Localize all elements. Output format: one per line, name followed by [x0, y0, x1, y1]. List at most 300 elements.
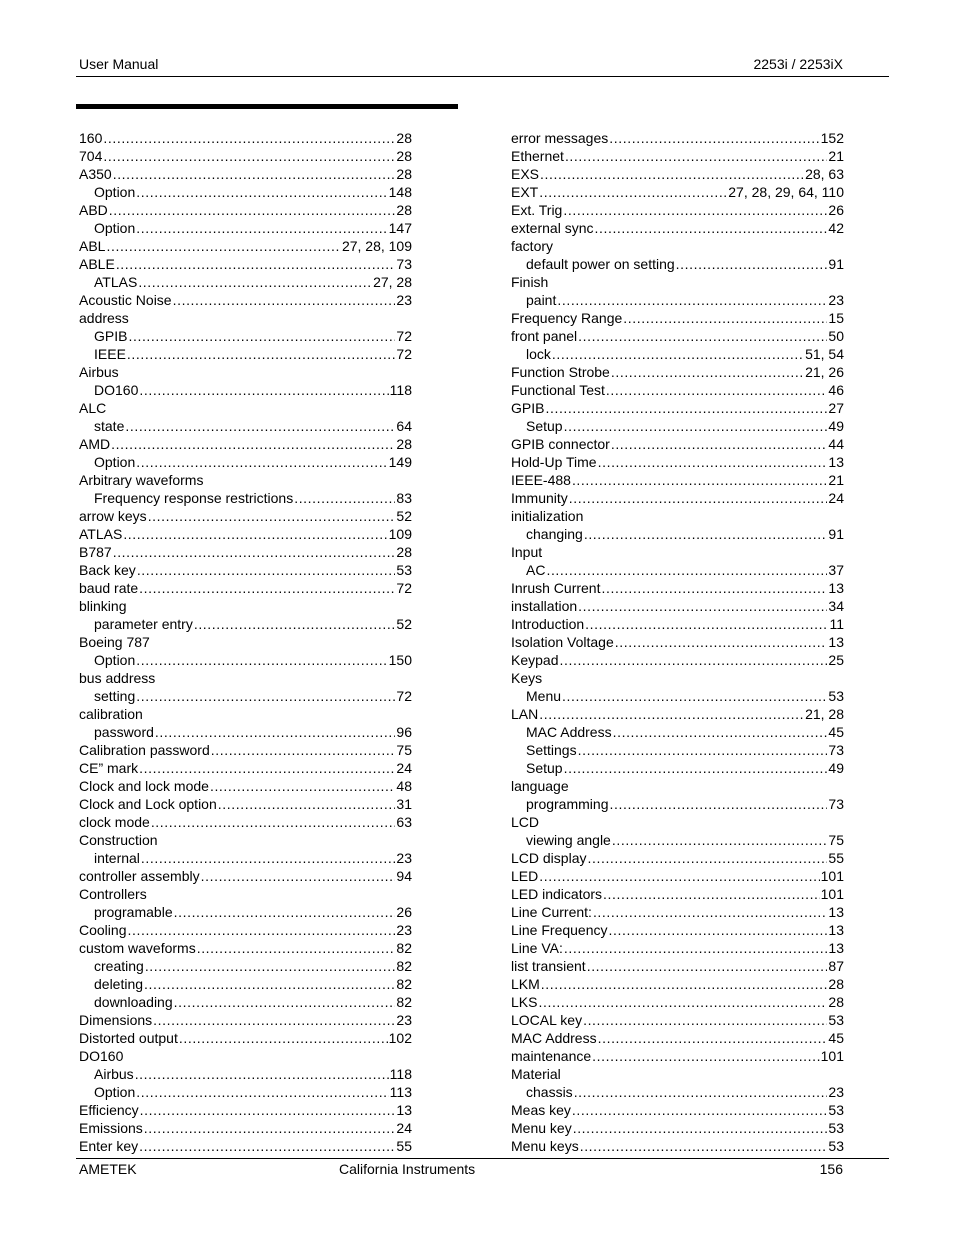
index-term: Option: [94, 1084, 136, 1100]
index-entry: [79, 921, 412, 939]
index-term: DO160: [94, 382, 139, 398]
index-subentry: [511, 345, 844, 363]
index-term: LOCAL key: [511, 1012, 583, 1028]
index-page-ref: 53: [828, 1012, 844, 1028]
dot-leader: [559, 651, 827, 669]
index-term: Construction: [79, 832, 158, 848]
index-term: downloading: [94, 994, 173, 1010]
index-term: Boeing 787: [79, 634, 150, 650]
index-term: programming: [526, 796, 609, 812]
dot-leader: [598, 453, 828, 471]
index-term: Functional Test: [511, 382, 605, 398]
dot-leader: [564, 939, 828, 957]
index-entry: [511, 615, 844, 633]
dot-leader: [585, 615, 828, 633]
dot-leader: [539, 867, 819, 885]
index-term: Calibration password: [79, 742, 210, 758]
index-entry: [79, 741, 412, 759]
index-term: EXS: [511, 166, 540, 182]
dot-leader: [137, 561, 396, 579]
dot-leader: [125, 417, 395, 435]
index-page-ref: 31: [396, 796, 412, 812]
index-term: Enter key: [79, 1138, 139, 1154]
index-term: custom waveforms: [79, 940, 196, 956]
index-subentry: [511, 759, 844, 777]
dot-leader: [136, 687, 395, 705]
dot-leader: [106, 237, 340, 255]
index-page-ref: 48: [396, 778, 412, 794]
index-entry: [511, 903, 844, 921]
index-term: ABL: [79, 238, 106, 254]
dot-leader: [592, 1047, 819, 1065]
index-entry: [511, 471, 844, 489]
index-term: calibration: [79, 706, 143, 722]
index-term: GPIB: [94, 328, 128, 344]
index-term: Isolation Voltage: [511, 634, 614, 650]
dot-leader: [127, 921, 395, 939]
index-page-ref: 63: [396, 814, 412, 830]
index-page-ref: 73: [828, 796, 844, 812]
index-term: Function Strobe: [511, 364, 610, 380]
index-subentry: [511, 525, 844, 543]
dot-leader: [545, 399, 827, 417]
index-entry: [511, 993, 844, 1011]
index-entry: [511, 453, 844, 471]
dot-leader: [612, 831, 828, 849]
index-term: password: [94, 724, 154, 740]
dot-leader: [139, 579, 395, 597]
index-term: EXT: [511, 184, 539, 200]
index-page-ref: 25: [828, 652, 844, 668]
index-term: CE” mark: [79, 760, 139, 776]
index-subentry: [511, 291, 844, 309]
index-subentry: [511, 687, 844, 705]
index-page-ref: 150: [388, 652, 412, 668]
index-entry: [511, 1137, 844, 1155]
index-page-ref: 44: [828, 436, 844, 452]
index-subentry: [79, 453, 412, 471]
index-term: ATLAS: [79, 526, 123, 542]
index-subentry: [79, 651, 412, 669]
index-term: factory: [511, 238, 554, 254]
index-subentry: [511, 417, 844, 435]
index-page-ref: 149: [388, 454, 412, 470]
index-page-ref: 28: [396, 166, 412, 182]
index-page-ref: 13: [828, 454, 844, 470]
index-page-ref: 15: [828, 310, 844, 326]
index-entry: [79, 885, 412, 903]
dot-leader: [572, 1101, 828, 1119]
index-page-ref: 23: [828, 292, 844, 308]
index-page-ref: 24: [396, 1120, 412, 1136]
index-page-ref: 13: [828, 940, 844, 956]
index-page-ref: 82: [396, 976, 412, 992]
index-page-ref: 27: [828, 400, 844, 416]
index-entry: [79, 165, 412, 183]
dot-leader: [116, 255, 396, 273]
dot-leader: [609, 129, 819, 147]
index-page-ref: 13: [396, 1102, 412, 1118]
index-page-ref: 21, 28: [805, 706, 844, 722]
index-page-ref: 28: [396, 130, 412, 146]
index-subentry: [511, 561, 844, 579]
index-term: Acoustic Noise: [79, 292, 172, 308]
index-entry: [79, 471, 412, 489]
dot-leader: [613, 723, 828, 741]
index-subentry: [79, 993, 412, 1011]
index-entry: [79, 867, 412, 885]
index-entry: [79, 705, 412, 723]
index-page-ref: 50: [828, 328, 844, 344]
index-page-ref: 147: [388, 220, 412, 236]
index-page-ref: 28: [828, 976, 844, 992]
dot-leader: [601, 579, 827, 597]
dot-leader: [609, 921, 828, 939]
index-entry: [511, 1029, 844, 1047]
index-page-ref: 28: [396, 202, 412, 218]
index-page-ref: 23: [396, 922, 412, 938]
dot-leader: [564, 417, 828, 435]
index-term: Frequency response restrictions: [94, 490, 294, 506]
index-entry: [511, 381, 844, 399]
index-page-ref: 23: [828, 1084, 844, 1100]
index-page-ref: 152: [820, 130, 844, 146]
index-term: default power on setting: [526, 256, 675, 272]
index-page-ref: 37: [828, 562, 844, 578]
dot-leader: [562, 687, 827, 705]
index-term: list transient: [511, 958, 586, 974]
index-page-ref: 49: [828, 418, 844, 434]
index-term: A350: [79, 166, 112, 182]
index-term: Controllers: [79, 886, 147, 902]
dot-leader: [136, 219, 387, 237]
index-page-ref: 26: [828, 202, 844, 218]
index-page-ref: 21: [828, 472, 844, 488]
index-subentry: [511, 795, 844, 813]
dot-leader: [565, 147, 827, 165]
index-entry: [79, 1119, 412, 1137]
index-term: error messages: [511, 130, 609, 146]
dot-leader: [593, 903, 827, 921]
dot-leader: [578, 327, 827, 345]
index-entry: [79, 633, 412, 651]
index-entry: [511, 957, 844, 975]
index-entry: [79, 543, 412, 561]
header-divider: [76, 76, 889, 77]
index-term: Meas key: [511, 1102, 571, 1118]
index-page-ref: 45: [828, 1030, 844, 1046]
index-entry: [511, 183, 844, 201]
dot-leader: [564, 759, 828, 777]
index-entry: [79, 1047, 412, 1065]
dot-leader: [151, 813, 396, 831]
index-term: front panel: [511, 328, 578, 344]
index-entry: [511, 975, 844, 993]
index-page-ref: 118: [389, 1066, 412, 1082]
index-term: changing: [526, 526, 583, 542]
index-term: 704: [79, 148, 103, 164]
index-entry: [79, 435, 412, 453]
index-page-ref: 72: [396, 328, 412, 344]
index-term: LCD display: [511, 850, 587, 866]
dot-leader: [594, 219, 827, 237]
index-term: creating: [94, 958, 144, 974]
index-term: programable: [94, 904, 173, 920]
index-term: ABLE: [79, 256, 115, 272]
index-page-ref: 75: [828, 832, 844, 848]
index-term: Clock and Lock option: [79, 796, 217, 812]
index-entry: [79, 1137, 412, 1155]
index-term: Line VA:: [511, 940, 563, 956]
index-entry: [79, 147, 412, 165]
index-page-ref: 52: [396, 508, 412, 524]
index-term: Keypad: [511, 652, 559, 668]
index-subentry: [79, 903, 412, 921]
index-subentry: [79, 417, 412, 435]
dot-leader: [136, 183, 387, 201]
dot-leader: [609, 795, 827, 813]
dot-leader: [113, 543, 396, 561]
index-entry: [79, 237, 412, 255]
index-term: MAC Address: [511, 1030, 597, 1046]
dot-leader: [603, 885, 820, 903]
index-subentry: [511, 831, 844, 849]
index-page-ref: 24: [828, 490, 844, 506]
index-subentry: [79, 489, 412, 507]
index-entry: [511, 777, 844, 795]
index-term: Line Current:: [511, 904, 592, 920]
index-entry: [511, 219, 844, 237]
dot-leader: [539, 183, 727, 201]
dot-leader: [552, 345, 804, 363]
index-term: state: [94, 418, 125, 434]
dot-leader: [606, 381, 828, 399]
dot-leader: [572, 471, 827, 489]
index-page-ref: 27, 28, 29, 64, 110: [728, 184, 844, 200]
index-page-ref: 82: [396, 958, 412, 974]
index-entry: [79, 399, 412, 417]
dot-leader: [587, 957, 828, 975]
index-page-ref: 55: [396, 1138, 412, 1154]
index-term: LAN: [511, 706, 539, 722]
dot-leader: [218, 795, 396, 813]
index-term: Setup: [526, 760, 563, 776]
index-entry: [511, 399, 844, 417]
dot-leader: [136, 453, 387, 471]
dot-leader: [174, 993, 396, 1011]
dot-leader: [197, 939, 396, 957]
index-entry: [511, 669, 844, 687]
index-term: deleting: [94, 976, 144, 992]
index-entry: [511, 921, 844, 939]
index-term: Dimensions: [79, 1012, 153, 1028]
index-term: GPIB connector: [511, 436, 610, 452]
index-term: arrow keys: [79, 508, 147, 524]
index-entry: [79, 939, 412, 957]
dot-leader: [127, 345, 396, 363]
index-term: AMD: [79, 436, 111, 452]
dot-leader: [569, 489, 828, 507]
index-page-ref: 101: [820, 886, 844, 902]
footer-company: AMETEK: [79, 1161, 137, 1177]
index-term: Cooling: [79, 922, 127, 938]
index-page-ref: 91: [828, 256, 844, 272]
index-column-left: [79, 129, 412, 1155]
index-page-ref: 21, 26: [805, 364, 844, 380]
index-term: LED: [511, 868, 539, 884]
index-page-ref: 91: [828, 526, 844, 542]
dot-leader: [113, 165, 396, 183]
index-entry: [79, 291, 412, 309]
index-entry: [511, 147, 844, 165]
index-term: Option: [94, 652, 136, 668]
index-entry: [511, 201, 844, 219]
index-term: Arbitrary waveforms: [79, 472, 204, 488]
index-page-ref: 28: [828, 994, 844, 1010]
index-page-ref: 28: [396, 436, 412, 452]
index-term: Inrush Current: [511, 580, 601, 596]
index-page-ref: 73: [396, 256, 412, 272]
index-term: Setup: [526, 418, 563, 434]
dot-leader: [557, 291, 827, 309]
index-page-ref: 46: [828, 382, 844, 398]
index-subentry: [79, 219, 412, 237]
index-term: language: [511, 778, 569, 794]
index-term: Option: [94, 184, 136, 200]
index-subentry: [511, 723, 844, 741]
index-term: ATLAS: [94, 274, 138, 290]
index-term: address: [79, 310, 129, 326]
index-page-ref: 49: [828, 760, 844, 776]
dot-leader: [211, 741, 396, 759]
index-entry: [511, 507, 844, 525]
dot-leader: [136, 651, 387, 669]
dot-leader: [578, 741, 828, 759]
dot-leader: [153, 1011, 395, 1029]
index-subentry: [511, 255, 844, 273]
index-term: Menu keys: [511, 1138, 579, 1154]
index-term: LED indicators: [511, 886, 603, 902]
index-subentry: [511, 1083, 844, 1101]
index-term: installation: [511, 598, 578, 614]
index-page-ref: 27, 28: [373, 274, 412, 290]
dot-leader: [623, 309, 827, 327]
index-page-ref: 102: [388, 1030, 412, 1046]
index-page-ref: 101: [820, 868, 844, 884]
index-page-ref: 53: [828, 1138, 844, 1154]
index-page-ref: 73: [828, 742, 844, 758]
dot-leader: [294, 489, 395, 507]
dot-leader: [676, 255, 828, 273]
dot-leader: [598, 1029, 828, 1047]
index-subentry: [79, 381, 412, 399]
index-term: Menu key: [511, 1120, 572, 1136]
index-page-ref: 13: [828, 922, 844, 938]
index-term: Material: [511, 1066, 561, 1082]
index-subentry: [79, 1083, 412, 1101]
dot-leader: [103, 147, 395, 165]
dot-leader: [123, 525, 387, 543]
index-page-ref: 101: [820, 1048, 844, 1064]
index-term: LKS: [511, 994, 538, 1010]
index-term: Efficiency: [79, 1102, 139, 1118]
index-term: 160: [79, 130, 103, 146]
index-page-ref: 21: [828, 148, 844, 164]
index-subentry: [79, 975, 412, 993]
index-term: Introduction: [511, 616, 585, 632]
index-subentry: [79, 345, 412, 363]
index-page-ref: 28, 63: [805, 166, 844, 182]
index-term: Immunity: [511, 490, 568, 506]
index-entry: [511, 273, 844, 291]
index-page-ref: 26: [396, 904, 412, 920]
index-page-ref: 23: [396, 292, 412, 308]
index-term: Airbus: [94, 1066, 134, 1082]
index-page-ref: 23: [396, 850, 412, 866]
dot-leader: [563, 201, 827, 219]
index-page-ref: 148: [388, 184, 412, 200]
dot-leader: [155, 723, 396, 741]
index-entry: [511, 597, 844, 615]
dot-leader: [128, 327, 395, 345]
index-entry: [511, 363, 844, 381]
index-page-ref: 53: [828, 1102, 844, 1118]
index-term: Line Frequency: [511, 922, 608, 938]
index-entry: [79, 561, 412, 579]
index-entry: [511, 165, 844, 183]
index-term: Keys: [511, 670, 543, 686]
dot-leader: [583, 1011, 827, 1029]
index-term: maintenance: [511, 1048, 592, 1064]
dot-leader: [578, 597, 827, 615]
section-bar: [76, 104, 458, 109]
index-term: Ext. Trig: [511, 202, 563, 218]
index-term: controller assembly: [79, 868, 200, 884]
index-term: external sync: [511, 220, 594, 236]
index-entry: [79, 129, 412, 147]
index-entry: [511, 237, 844, 255]
dot-leader: [210, 777, 395, 795]
footer-division: California Instruments: [339, 1161, 476, 1177]
index-term: Ethernet: [511, 148, 564, 164]
index-term: baud rate: [79, 580, 139, 596]
index-page-ref: 83: [396, 490, 412, 506]
index-entry: [511, 651, 844, 669]
index-page-ref: 13: [828, 634, 844, 650]
index-page-ref: 64: [396, 418, 412, 434]
index-entry: [511, 1101, 844, 1119]
index-entry: [511, 705, 844, 723]
dot-leader: [144, 1119, 396, 1137]
index-term: ALC: [79, 400, 107, 416]
dot-leader: [587, 849, 827, 867]
index-page-ref: 72: [396, 580, 412, 596]
index-entry: [511, 849, 844, 867]
index-term: initialization: [511, 508, 584, 524]
footer-divider: [76, 1158, 889, 1159]
index-page-ref: 28: [396, 148, 412, 164]
index-term: Menu: [526, 688, 562, 704]
index-entry: [79, 759, 412, 777]
dot-leader: [611, 363, 804, 381]
index-entry: [79, 1029, 412, 1047]
index-term: Option: [94, 454, 136, 470]
index-subentry: [79, 183, 412, 201]
index-page-ref: 53: [828, 1120, 844, 1136]
index-page-ref: 11: [829, 616, 844, 632]
index-page-ref: 23: [396, 1012, 412, 1028]
dot-leader: [103, 129, 395, 147]
